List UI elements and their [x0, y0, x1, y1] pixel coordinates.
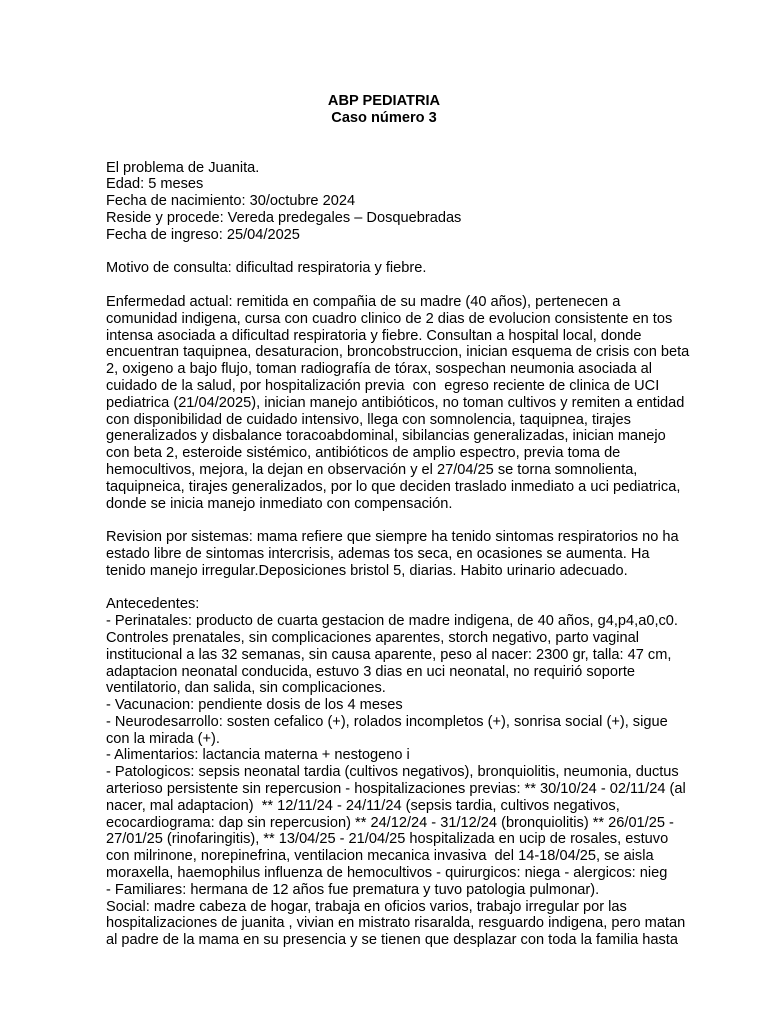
text-line: intensa asociada a dificultad respiratoria y fiebre. Consultan a hospital local, donde	[106, 327, 642, 344]
text-line: nacer, mal adaptacion) ** 12/11/24 - 24/11/24 (sepsis tardia, cultivos negativos,	[106, 797, 620, 814]
document-subtitle: Caso número 3	[331, 109, 437, 126]
text-line: - Familiares: hermana de 12 años fue prematura y tuvo patologia pulmonar).	[106, 881, 600, 898]
text-line: 2, oxigeno a bajo flujo, toman radiografía de tórax, sospechan neumonia asociada al	[106, 361, 653, 378]
text-line: con disponibilidad de cuidado intensivo, llega con somnolencia, taquipnea, tirajes	[106, 411, 631, 428]
text-line: encuentran taquipnea, desaturacion, broncobstruccion, inician esquema de crisis con beta	[106, 344, 690, 361]
text-line: ecocardiograma: dap sin repercusion) ** 24/12/24 - 31/12/24 (bronquiolitis) ** 26/01/25 -	[106, 814, 674, 831]
text-line: pediatrica (21/04/2025), inician manejo antibióticos, no toman cultivos y remiten a entidad	[106, 394, 685, 411]
paragraph	[106, 294, 708, 512]
document-header	[106, 93, 662, 127]
text-line: adaptacion neonatal conducida, estuvo 3 dias en uci neonatal, no requirió soporte	[106, 663, 635, 680]
text-line: Controles prenatales, sin complicaciones aparentes, storch negativo, parto vaginal	[106, 629, 639, 646]
text-line: Fecha de ingreso: 25/04/2025	[106, 226, 300, 243]
text-line: moraxella, haemophilus influenza de hemocultivos - quirurgicos: niega - alergicos: nieg	[106, 865, 668, 882]
text-line: Motivo de consulta: dificultad respiratoria y fiebre.	[106, 260, 427, 277]
text-line: comunidad indigena, cursa con cuadro clinico de 2 dias de evolucion consistente en tos	[106, 310, 673, 327]
text-line: Revision por sistemas: mama refiere que siempre ha tenido sintomas respiratorios no ha	[106, 529, 679, 546]
text-line: institucional a las 32 semanas, sin causa aparente, peso al nacer: 2300 gr, talla: 47 cm,	[106, 646, 672, 663]
text-line: arterioso persistente sin repercusion - hospitalizaciones previas: ** 30/10/24 - 02/11/24 (al	[106, 781, 686, 798]
document-body	[106, 160, 708, 949]
text-line: taquipneica, tirajes generalizados, por lo que deciden traslado inmediato a uci pediatrica,	[106, 478, 681, 495]
text-line: con milrinone, norepinefrina, ventilacion mecanica invasiva del 14-18/04/25, se aisla	[106, 848, 654, 865]
text-line: - Neurodesarrollo: sosten cefalico (+), rolados incompletos (+), sonrisa social (+), sigue	[106, 713, 668, 730]
text-line: - Perinatales: producto de cuarta gestacion de madre indigena, de 40 años, g4,p4,a0,c0.	[106, 613, 678, 630]
text-line: - Patologicos: sepsis neonatal tardia (cultivos negativos), bronquiolitis, neumonia, ductus	[106, 764, 679, 781]
paragraph	[106, 529, 708, 579]
text-line: Antecedentes:	[106, 596, 200, 613]
spacer	[106, 127, 708, 160]
text-line: Enfermedad actual: remitida en compañia de su madre (40 años), pertenecen a	[106, 293, 621, 310]
paragraph	[106, 260, 708, 277]
text-line: hospitalizaciones de juanita , vivian en mistrato risaralda, resguardo indigena, pero matan	[106, 915, 686, 932]
text-line: generalizados y disbalance toracoabdominal, sibilancias generalizadas, inician manejo	[106, 428, 666, 445]
text-line: hemocultivos, mejora, la dejan en observación y el 27/04/25 se torna somnolienta,	[106, 461, 638, 478]
text-line: con beta 2, esteroide sistémico, antibióticos de amplio espectro, previa toma de	[106, 445, 621, 462]
text-line: Social: madre cabeza de hogar, trabaja en oficios varios, trabajo irregular por las	[106, 898, 627, 915]
text-line: al padre de la mama en su presencia y se tienen que desplazar con toda la familia hasta	[106, 932, 678, 949]
text-line: con la mirada (+).	[106, 730, 220, 747]
text-line: Edad: 5 meses	[106, 176, 204, 193]
text-line: Reside y procede: Vereda predegales – Dosquebradas	[106, 209, 462, 226]
text-line: donde se inicia manejo inmediato con compensación.	[106, 495, 453, 512]
text-line: - Vacunacion: pendiente dosis de los 4 meses	[106, 697, 403, 714]
text-line: - Alimentarios: lactancia materna + nestogeno i	[106, 747, 410, 764]
text-line: El problema de Juanita.	[106, 159, 260, 176]
text-line: estado libre de sintomas intercrisis, ademas tos seca, en ocasiones se aumenta. Ha	[106, 545, 650, 562]
text-line: ventilatorio, dan salida, sin complicaciones.	[106, 680, 386, 697]
text-line: 27/01/25 (rinofaringitis), ** 13/04/25 - 21/04/25 hospitalizada en ucip de rosales, estuvo	[106, 831, 669, 848]
document-title: ABP PEDIATRIA	[327, 93, 441, 109]
text-line: Fecha de nacimiento: 30/octubre 2024	[106, 193, 356, 210]
text-line: cuidado de la salud, por hospitalización previa con egreso reciente de clinica de UCI	[106, 377, 660, 394]
paragraph	[106, 160, 708, 244]
text-line: tenido manejo irregular.Deposiciones bristol 5, diarias. Habito urinario adecuado.	[106, 562, 628, 579]
paragraph	[106, 596, 708, 949]
